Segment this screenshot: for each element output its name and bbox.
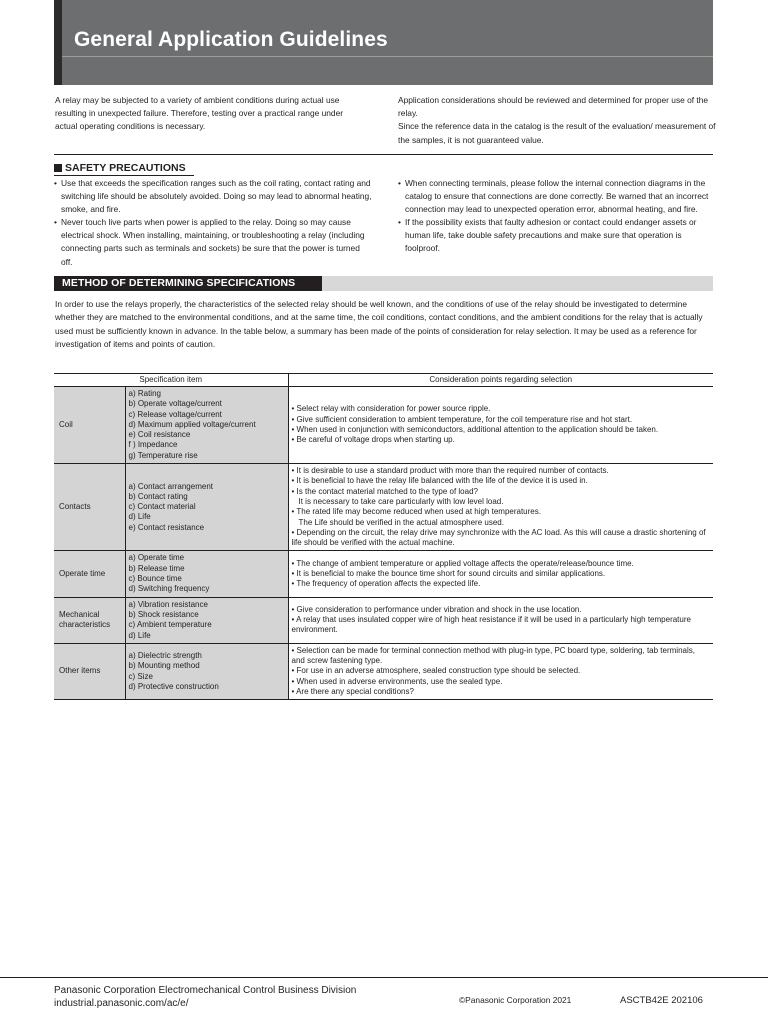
safety-heading-underline [54, 175, 194, 176]
spec-item: a) Vibration resistance [128, 599, 208, 609]
consideration-point: • For use in an adverse atmosphere, sealed construction type should be selected. [291, 666, 581, 676]
consideration-point: • Is the contact material matched to the type of load? [291, 486, 478, 496]
spec-item: a) Rating [128, 389, 161, 398]
consideration-point: • When used in adverse environments, use the sealed type. [291, 676, 503, 686]
safety-heading [54, 162, 186, 174]
consideration-point: • A relay that uses insulated copper wire of high heat resistance if it will be used in a particularly high temperature environment. [291, 615, 691, 635]
consideration-point: It is necessary to take care particularly with low level load. [298, 496, 504, 506]
safety-heading-text: SAFETY PRECAUTIONS [65, 162, 186, 174]
row-spec-items [125, 597, 288, 643]
row-consideration-points [288, 551, 713, 597]
spec-item: a) Dielectric strength [128, 650, 202, 660]
table-row [54, 464, 713, 551]
method-paragraph: In order to use the relays properly, the characteristics of the selected relay should be well known, and the conditions of use of the relay should be investigated to determine whether they are matched to the environmental conditions, and at the same time, the coil conditions, contact conditions, and the ambient conditions for the relay that is actually used must be sufficiently known in advance. In the table below, a summary has been made of the points of consideration for relay selection. It may be used as a reference for investigation of items and points of caution. [55, 299, 703, 350]
safety-item: • If the possibility exists that faulty adhesion or contact could endanger assets or human life, take double safety precautions and make sure that operation is foolproof. [398, 216, 716, 255]
consideration-point: • It is beneficial to have the relay life balanced with the life of the device it is used in. [291, 476, 588, 486]
row-spec-items [125, 551, 288, 597]
footer-division: Panasonic Corporation Electromechanical Control Business Division [54, 985, 357, 996]
safety-list-left [54, 177, 372, 269]
table-row [54, 643, 713, 699]
spec-item: b) Release time [128, 563, 185, 573]
row-consideration-points [288, 464, 713, 551]
consideration-point: The Life should be verified in the actual atmosphere used. [298, 517, 504, 527]
spec-item: c) Contact material [128, 502, 196, 512]
spec-item: b) Operate voltage/current [128, 399, 222, 409]
spec-item: a) Contact arrangement [128, 481, 213, 491]
spec-item: c) Release voltage/current [128, 409, 222, 419]
safety-item: • When connecting terminals, please follow the internal connection diagrams in the catalog to ensure that connections are done correctly. Be warned that an incorrect connection may lead to unexpected operation error, abnormal heating, and fire. [398, 177, 716, 216]
spec-item: e) Contact resistance [128, 522, 205, 532]
method-heading-bar [54, 276, 713, 291]
spec-item: c) Ambient temperature [128, 620, 212, 630]
title-accent-strip [54, 0, 62, 85]
row-spec-items [125, 643, 288, 699]
spec-item: b) Contact rating [128, 491, 188, 501]
consideration-point: • Are there any special conditions? [291, 687, 414, 697]
footer-divider [0, 977, 768, 978]
spec-item: d) Life [128, 630, 151, 640]
spec-item: d) Switching frequency [128, 584, 210, 594]
consideration-point: • Select relay with consideration for power source ripple. [291, 404, 491, 414]
footer-document-code: ASCTB42E 202106 [620, 995, 703, 1006]
consideration-point: • Depending on the circuit, the relay drive may synchronize with the AC load. As this will cause a drastic shortening of life should be verified with the actual machine. [291, 527, 706, 548]
intro-divider [54, 154, 713, 155]
consideration-point: • Selection can be made for terminal connection method with plug-in type, PC board type, soldering, tab terminals, and screw fastening type. [291, 645, 695, 666]
footer-url-link[interactable]: industrial.panasonic.com/ac/e/ [54, 998, 189, 1009]
spec-item: a) Operate time [128, 553, 185, 563]
row-spec-items [125, 387, 288, 464]
table-body [54, 387, 713, 700]
row-consideration-points [288, 387, 713, 464]
spec-item: d) Life [128, 512, 151, 522]
row-category: Other items [54, 643, 125, 699]
consideration-point: • The change of ambient temperature or applied voltage affects the operate/release/bounce time. [291, 558, 634, 568]
spec-item: c) Bounce time [128, 574, 182, 584]
consideration-point: • When used in conjunction with semiconductors, additional attention to the application should be taken. [291, 425, 659, 435]
intro-right-paragraph-2: Since the reference data in the catalog is the result of the evaluation/ measurement of the samples, it is not guaranteed value. [398, 121, 716, 145]
consideration-point: • Give sufficient consideration to ambient temperature, for the coil temperature rise and hot start. [291, 414, 633, 424]
consideration-point: • It is beneficial to make the bounce time short for sound circuits and similar applications. [291, 568, 606, 578]
page-title: General Application Guidelines [74, 28, 388, 51]
spec-item: b) Mounting method [128, 661, 200, 671]
table-row [54, 551, 713, 597]
safety-item: • Use that exceeds the specification ranges such as the coil rating, contact rating and switching life should be absolutely avoided. Doing so may lead to abnormal heating, smoke, and fire. [54, 177, 372, 216]
spec-item: f ) Impedance [128, 440, 178, 450]
consideration-point: • The rated life may become reduced when used at high temperatures. [291, 507, 541, 517]
spec-item: d) Maximum applied voltage/current [128, 419, 256, 429]
spec-item: d) Protective construction [128, 681, 219, 691]
consideration-point: • Be careful of voltage drops when starting up. [291, 435, 455, 445]
intro-right-block [398, 94, 716, 147]
square-bullet-icon [54, 164, 62, 172]
consideration-point: • It is desirable to use a standard product with more than the required number of contacts. [291, 466, 609, 476]
row-spec-items [125, 464, 288, 551]
safety-list-right [398, 177, 716, 256]
specification-table [54, 373, 713, 700]
spec-item: b) Shock resistance [128, 609, 199, 619]
spec-item: e) Coil resistance [128, 430, 191, 440]
table-row [54, 597, 713, 643]
row-category: Mechanical characteristics [54, 597, 125, 643]
footer-copyright: ©Panasonic Corporation 2021 [459, 995, 572, 1005]
intro-left-paragraph: A relay may be subjected to a variety of ambient conditions during actual use resulting in unexpected failure. Therefore, testing over a practical range under actual operating conditions is necessary. [55, 95, 344, 132]
consideration-point: • The frequency of operation affects the expected life. [291, 579, 481, 589]
row-consideration-points [288, 597, 713, 643]
spec-item: g) Temperature rise [128, 450, 198, 460]
header-consideration-points: Consideration points regarding selection [288, 374, 713, 387]
table-header-row [54, 374, 713, 387]
spec-item: c) Size [128, 671, 153, 681]
row-category: Operate time [54, 551, 125, 597]
header-spec-item: Specification item [54, 374, 288, 387]
intro-right-paragraph-1: Application considerations should be reviewed and determined for proper use of the relay. [398, 95, 709, 119]
title-divider [62, 56, 713, 57]
row-consideration-points [288, 643, 713, 699]
title-banner [54, 0, 713, 85]
safety-item: • Never touch live parts when power is applied to the relay. Doing so may cause electrical shock. When installing, maintaining, or troubleshooting a relay (including connecting parts such as terminals and sockets) be sure that the power is turned off. [54, 216, 372, 268]
table-row [54, 387, 713, 464]
method-heading-text: METHOD OF DETERMINING SPECIFICATIONS [62, 277, 296, 289]
row-category: Contacts [54, 464, 125, 551]
consideration-point: • Give consideration to performance under vibration and shock in the use location. [291, 604, 582, 614]
row-category: Coil [54, 387, 125, 464]
